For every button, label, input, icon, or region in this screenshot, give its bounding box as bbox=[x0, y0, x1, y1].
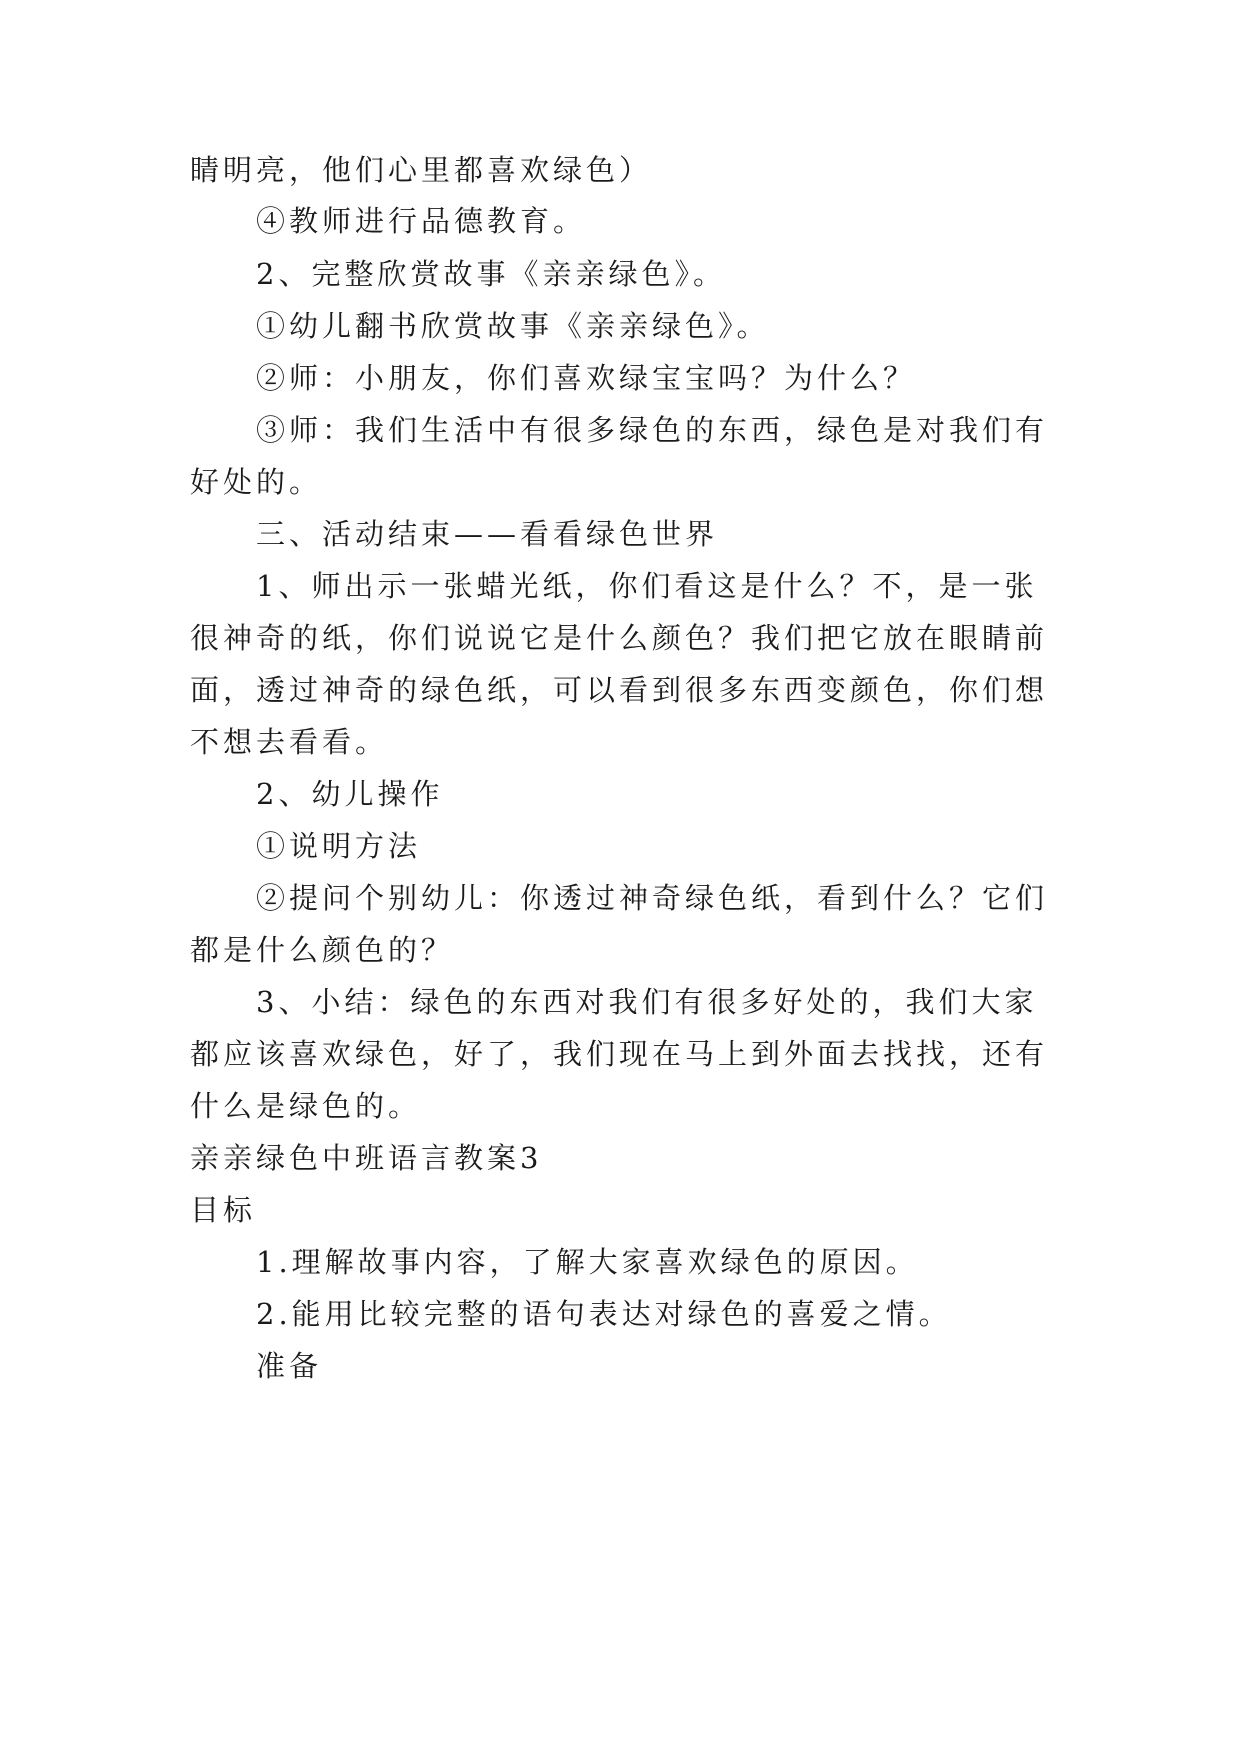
paragraph-line: 都是什么颜色的？ bbox=[190, 933, 455, 967]
paragraph-line: 睛明亮，他们心里都喜欢绿色） bbox=[190, 153, 653, 187]
section-heading: 目标 bbox=[190, 1193, 257, 1227]
paragraph-line: 3、小结：绿色的东西对我们有很多好处的，我们大家 bbox=[256, 985, 1038, 1019]
paragraph-line: 什么是绿色的。 bbox=[190, 1089, 422, 1123]
paragraph-line: ①幼儿翻书欣赏故事《亲亲绿色》。 bbox=[256, 309, 770, 343]
paragraph-line: ②提问个别幼儿：你透过神奇绿色纸，看到什么？它们 bbox=[256, 881, 1049, 915]
paragraph-line: 不想去看看。 bbox=[190, 725, 389, 759]
paragraph-line: 1、师出示一张蜡光纸，你们看这是什么？不，是一张 bbox=[256, 569, 1038, 603]
paragraph-line: 2.能用比较完整的语句表达对绿色的喜爱之情。 bbox=[256, 1297, 952, 1331]
paragraph-line: 很神奇的纸，你们说说它是什么颜色？我们把它放在眼睛前 bbox=[190, 621, 1049, 655]
section-heading: 三、活动结束——看看绿色世界 bbox=[256, 517, 719, 551]
paragraph-line: 都应该喜欢绿色，好了，我们现在马上到外面去找找，还有 bbox=[190, 1037, 1049, 1071]
paragraph-line: 1.理解故事内容，了解大家喜欢绿色的原因。 bbox=[256, 1245, 919, 1279]
paragraph-line: 2、幼儿操作 bbox=[256, 777, 444, 811]
paragraph-line: 面，透过神奇的绿色纸，可以看到很多东西变颜色，你们想 bbox=[190, 673, 1049, 707]
paragraph-line: ①说明方法 bbox=[256, 829, 422, 863]
paragraph-line: 2、完整欣赏故事《亲亲绿色》。 bbox=[256, 257, 726, 291]
paragraph-line: ②师：小朋友，你们喜欢绿宝宝吗？为什么？ bbox=[256, 361, 917, 395]
paragraph-line: ③师：我们生活中有很多绿色的东西，绿色是对我们有 bbox=[256, 413, 1049, 447]
paragraph-line: 好处的。 bbox=[190, 465, 323, 499]
document-title: 亲亲绿色中班语言教案3 bbox=[190, 1141, 543, 1175]
paragraph-line: ④教师进行品德教育。 bbox=[256, 204, 587, 238]
section-heading: 准备 bbox=[256, 1349, 323, 1383]
